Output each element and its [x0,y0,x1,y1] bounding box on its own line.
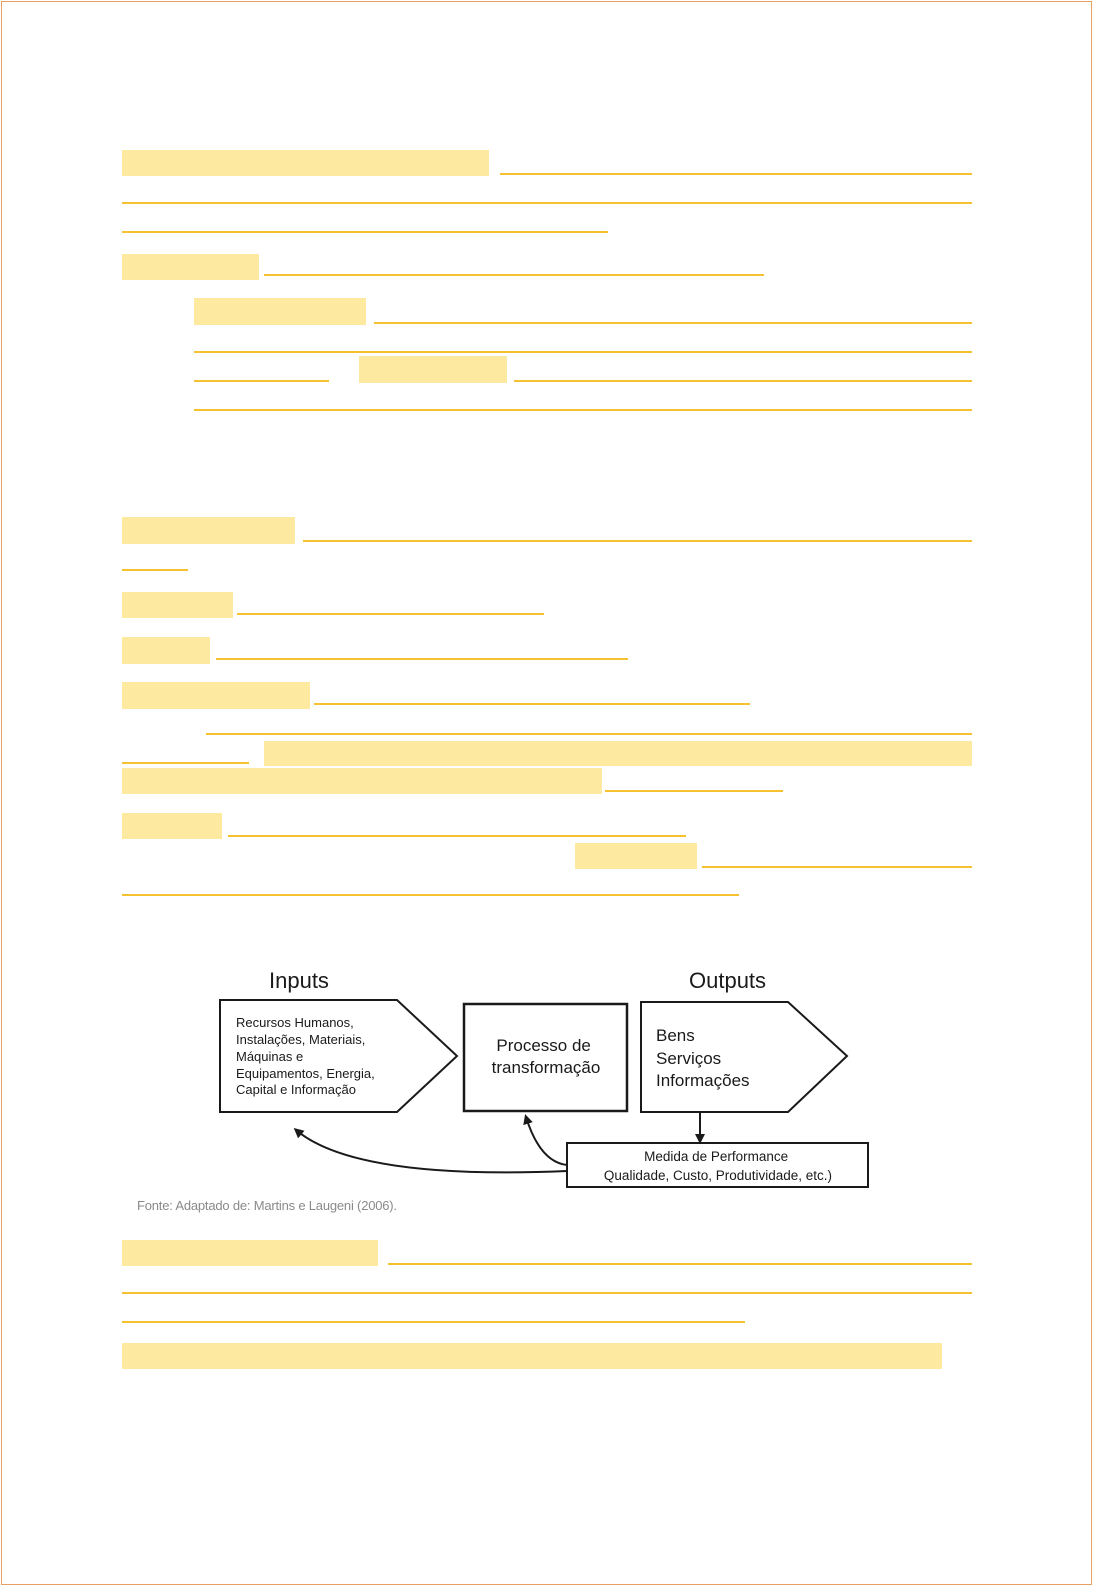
figure-caption: Fonte: Adaptado de: Martins e Laugeni (2006). [137,1198,397,1213]
arrow-to-inputs [296,1130,567,1172]
inputs-line: Recursos Humanos, [236,1015,354,1030]
redacted-underline [122,1292,972,1294]
redacted-highlight [122,1343,942,1369]
outputs-line: Serviços [656,1049,722,1068]
inputs-line: Instalações, Materiais, [236,1032,366,1047]
redacted-highlight [122,1240,378,1266]
inputs-line: Máquinas e [236,1049,304,1064]
inputs-title: Inputs [269,968,329,993]
performance-line: Qualidade, Custo, Produtividade, etc.) [603,1168,833,1183]
inputs-line: Capital e Informação [236,1082,356,1097]
arrow-to-process [526,1117,567,1165]
process-line: Processo de [496,1036,591,1055]
redacted-underline [388,1263,972,1265]
redacted-underline [122,1321,745,1323]
outputs-title: Outputs [689,968,767,993]
outputs-line: Informações [656,1071,750,1090]
performance-line: Medida de Performance [644,1149,789,1164]
inputs-line: Equipamentos, Energia, [236,1066,375,1081]
outputs-line: Bens [656,1026,695,1045]
process-line: transformação [491,1058,601,1077]
